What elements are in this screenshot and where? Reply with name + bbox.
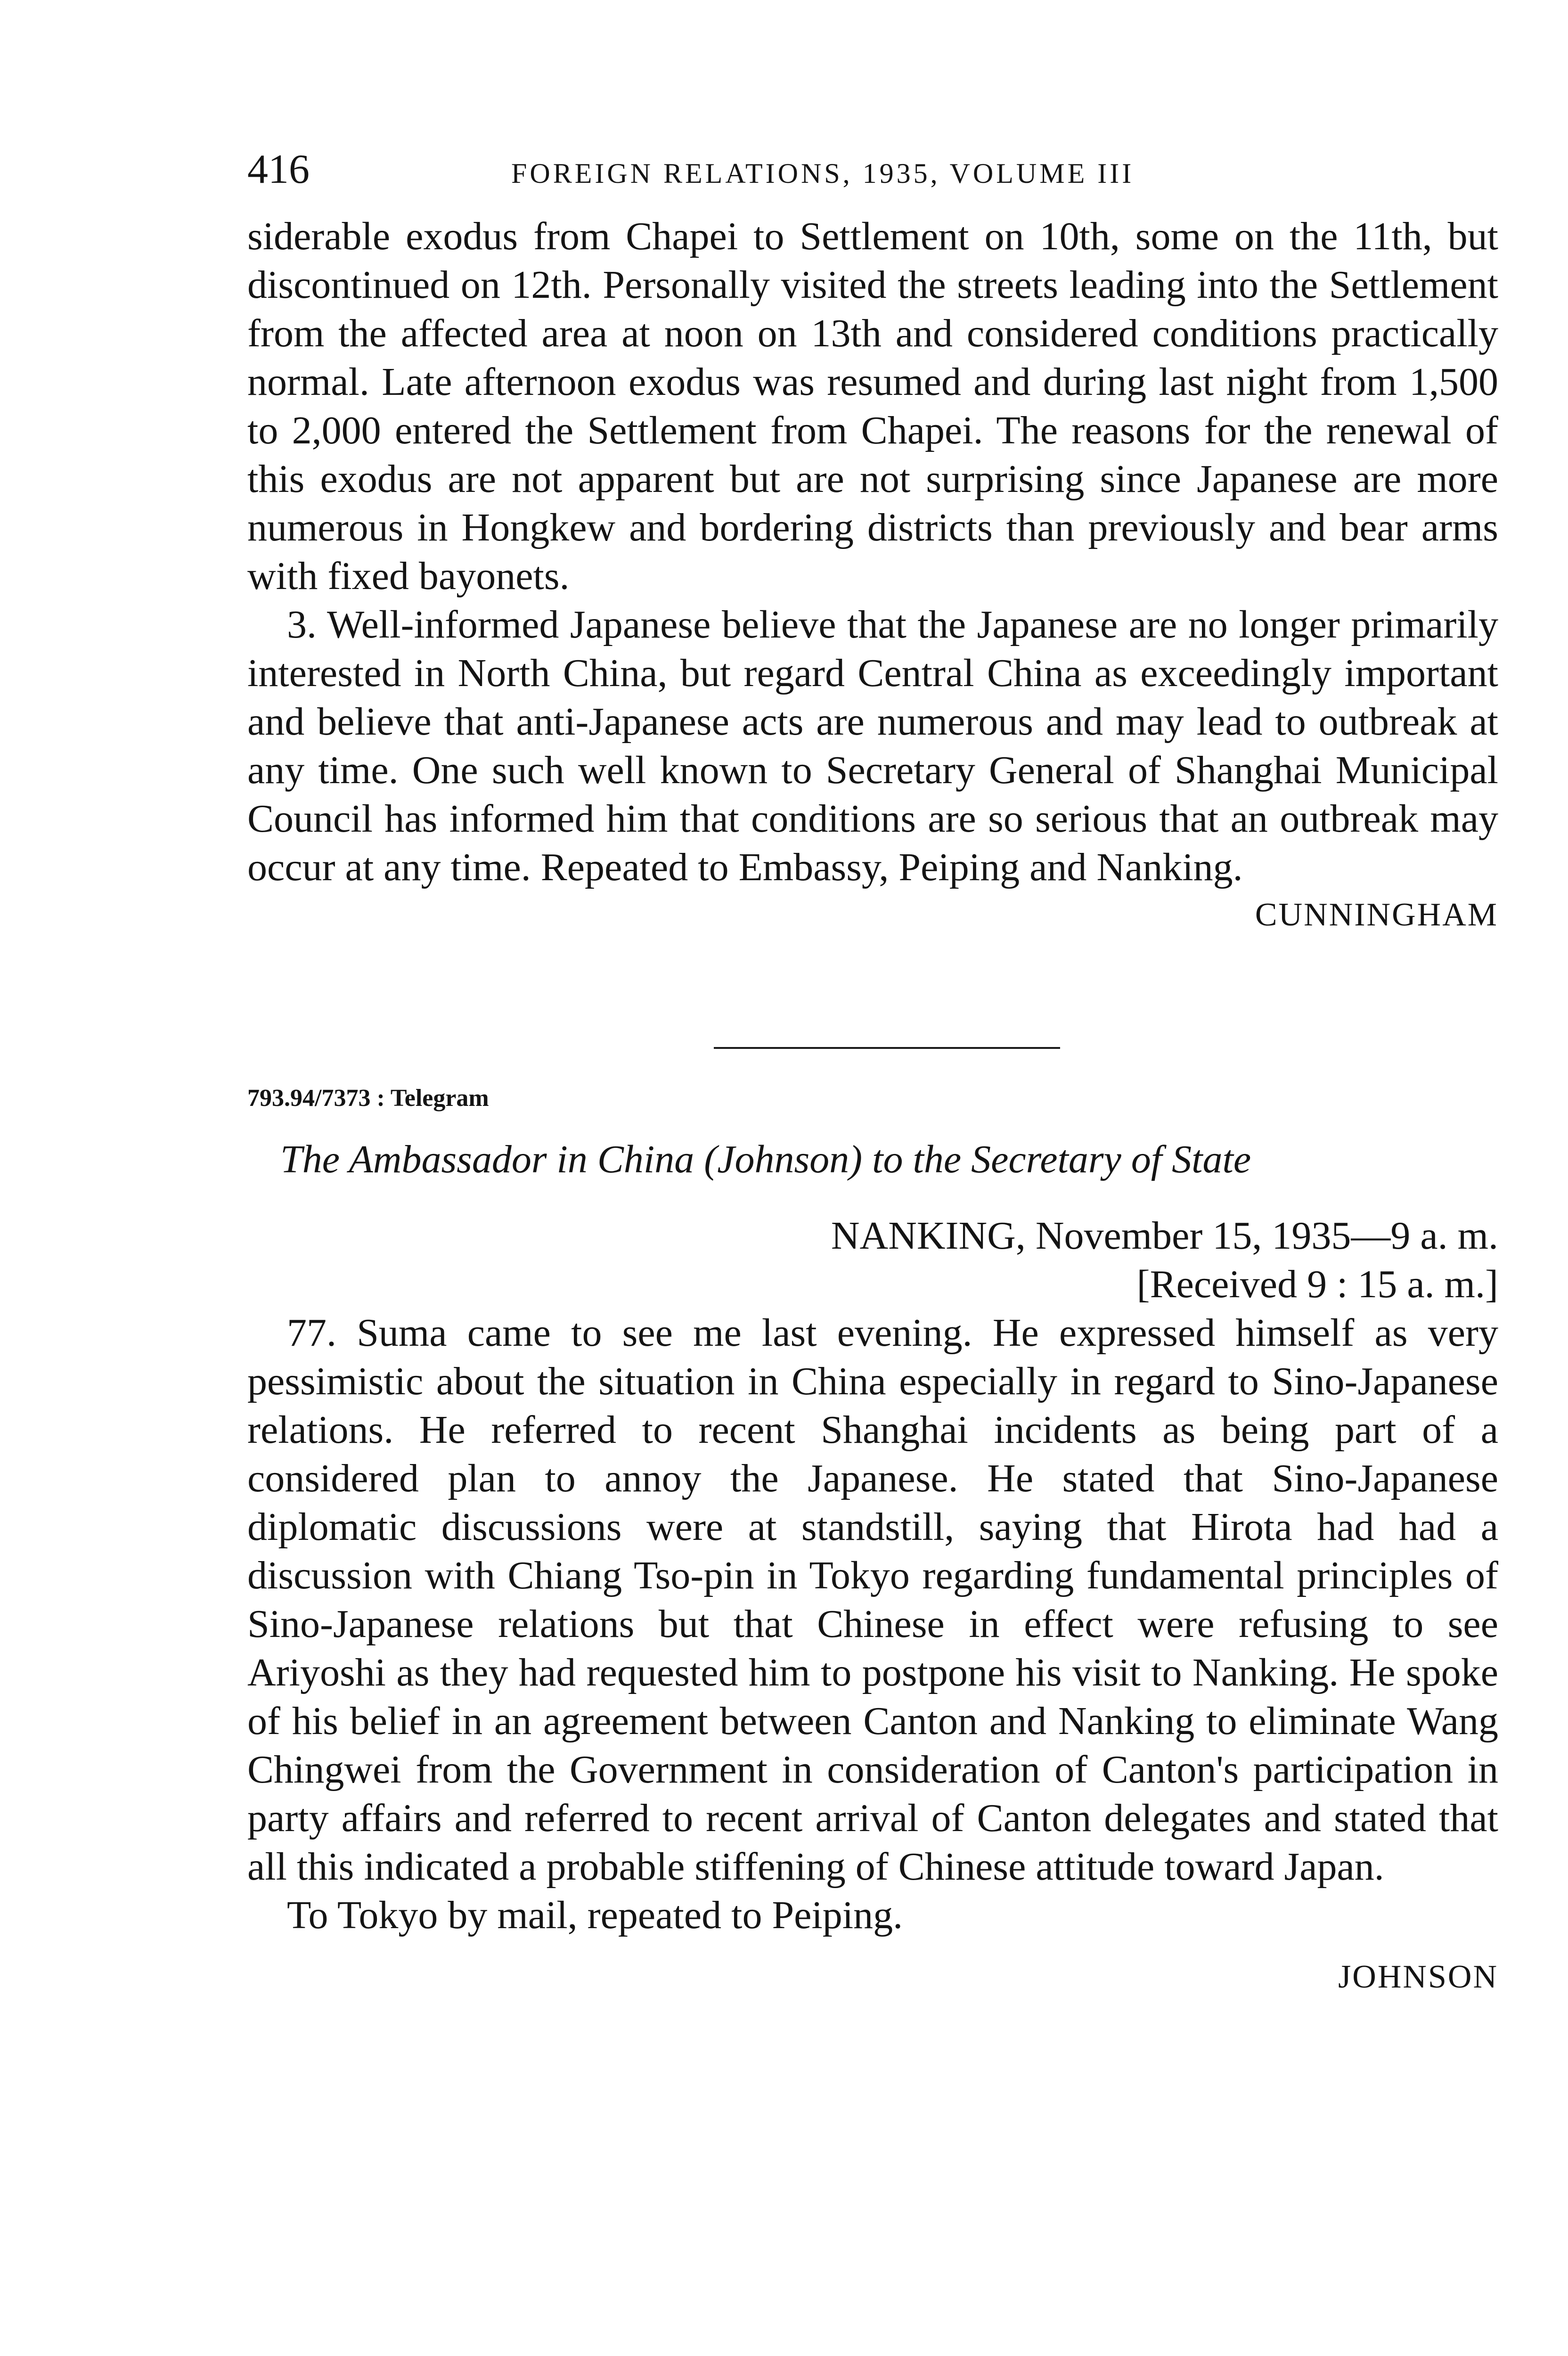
paragraph-3: 3. Well-informed Japanese believe that the Japanese are no longer primarily interested in North China, but regard Central China as exceedingly important and believe that anti-Japanese acts are numerous and may lead to outbreak at any time. One such well known to Secretary General of Shanghai Municipal Council has informed him that conditions are so serious that an outbreak may occur at any time. Repeated to Embassy, Peiping and Nanking.	[247, 603, 1498, 889]
dateline: NANKING, November 15, 1935—9 a. m.	[831, 1214, 1498, 1258]
document-page	[247, 146, 1498, 2001]
file-reference: 793.94/7373 : Telegram	[247, 1085, 489, 1112]
received-time: [Received 9 : 15 a. m.]	[1136, 1262, 1498, 1306]
document-title: The Ambassador in China (Johnson) to the Secretary of State	[280, 1137, 1251, 1181]
signature-cunningham: CUNNINGHAM	[1255, 897, 1498, 933]
page-number: 416	[247, 147, 310, 192]
continued-paragraph: siderable exodus from Chapei to Settlement on 10th, some on the 11th, but discontinued on 12th. Personally visited the streets leading into the Settlement from the affected area at noon on 13th and considered conditions practically normal. Late afternoon exodus was resumed and during last night from 1,500 to 2,000 entered the Settlement from Chapei. The reasons for the renewal of this exodus are not apparent but are not surprising since Japanese are more numerous in Hongkew and bordering districts than previously and bear arms with fixed bayonets.	[247, 214, 1498, 598]
telegram-body: 77. Suma came to see me last evening. He expressed himself as very pessimistic about the situation in China especially in regard to Sino-Japanese relations. He referred to recent Shanghai incidents as being part of a considered plan to annoy the Japanese. He stated that Sino-Japanese diplomatic discussions were at standstill, saying that Hirota had had a discussion with Chiang Tso-pin in Tokyo regarding fundamental principles of Sino-Japanese relations but that Chinese in effect were refusing to see Ariyoshi as they had requested him to postpone his visit to Nanking. He spoke of his belief in an agreement between Canton and Nanking to eliminate Wang Chingwei from the Government in consideration of Canton's participation in party affairs and referred to recent arrival of Canton delegates and stated that all this indicated a probable stiffening of Chinese attitude toward Japan.	[247, 1311, 1498, 1889]
section-divider	[714, 1047, 1060, 1049]
closing-line: To Tokyo by mail, repeated to Peiping.	[287, 1893, 903, 1937]
running-header	[247, 146, 1498, 203]
running-title: FOREIGN RELATIONS, 1935, VOLUME III	[511, 158, 1135, 189]
signature-johnson: JOHNSON	[1338, 1959, 1498, 1995]
